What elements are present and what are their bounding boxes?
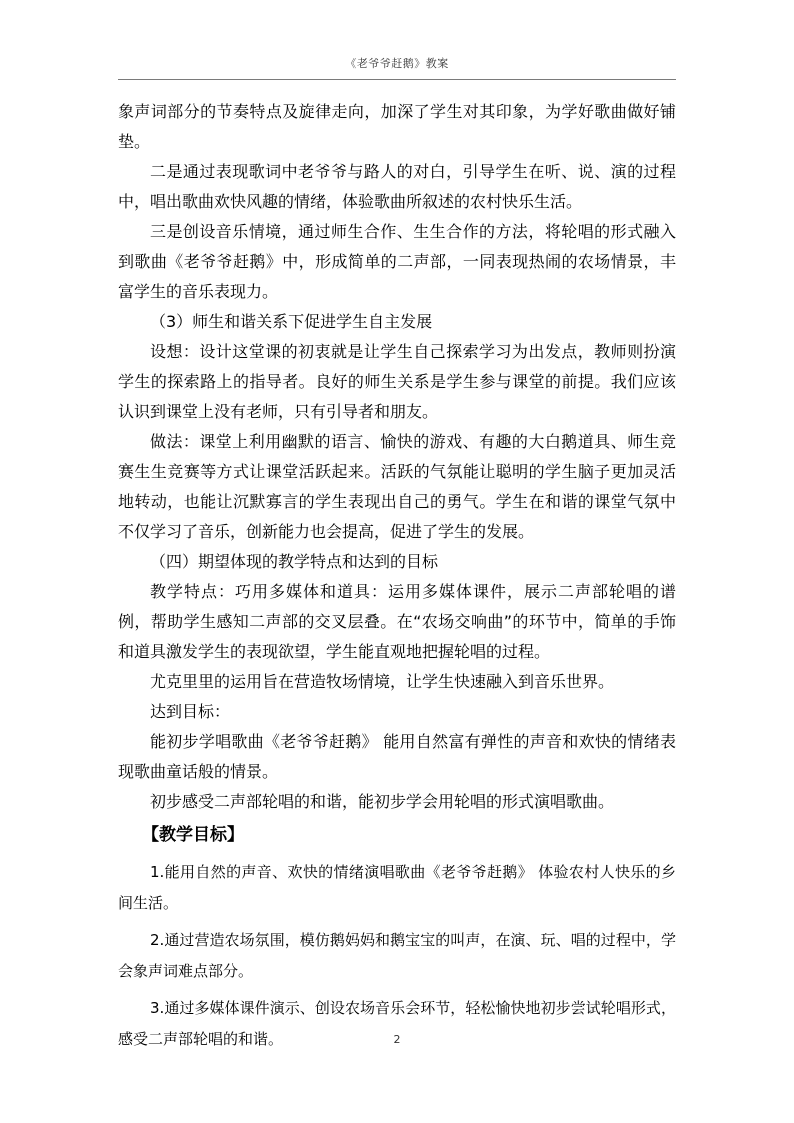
paragraph-method: 做法：课堂上利用幽默的语言、愉快的游戏、有趣的大白鹅道具、师生竞赛生生竞赛等方式让课堂活跃起来。活跃的气氛能让聪明的学生脑子更加灵活地转动，也能让沉默寡言的学生表现出自己的勇气。学生在和谐的课堂气氛中不仅学习了音乐，创新能力也会提高，促进了学生的发展。 <box>118 432 676 541</box>
document-header: 《老爷爷赶鹅》教案 <box>345 57 449 70</box>
paragraph-target-round: 初步感受二声部轮唱的和谐，能初步学会用轮唱的形式演唱歌曲。 <box>150 792 615 811</box>
paragraph-onomatopoeia: 象声词部分的节奏特点及旋律走向，加深了学生对其印象，为学好歌曲做好铺垫。 <box>118 102 676 151</box>
subheading-teacher-student: （3）师生和谐关系下促进学生自主发展 <box>150 312 433 331</box>
paragraph-ukulele: 尤克里里的运用旨在营造牧场情境，让学生快速融入到音乐世界。 <box>150 672 615 691</box>
label-targets: 达到目标： <box>150 702 231 721</box>
page-number: 2 <box>393 1033 401 1046</box>
paragraph-idea: 设想：设计这堂课的初衷就是让学生自己探索学习为出发点，教师则扮演学生的探索路上的指导者。良好的师生关系是学生参与课堂的前提。我们应该认识到课堂上没有老师，只有引导者和朋友。 <box>118 342 676 421</box>
goal-item-2: 2.通过营造农场氛围，模仿鹅妈妈和鹅宝宝的叫声，在演、玩、唱的过程中，学会象声词难点部分。 <box>118 931 676 980</box>
subheading-goals-features: （四）期望体现的教学特点和达到的目标 <box>150 552 439 571</box>
goal-item-3: 3.通过多媒体课件演示、创设农场音乐会环节，轻松愉快地初步尝试轮唱形式，感受二声部轮唱的和谐。 <box>118 999 676 1048</box>
section-heading-teaching-goals: 【教学目标】 <box>142 825 244 845</box>
paragraph-target-singing: 能初步学唱歌曲《老爷爷赶鹅》 能用自然富有弹性的声音和欢快的情绪表现歌曲童话般的情景。 <box>118 732 676 781</box>
paragraph-music-scene: 三是创设音乐情境，通过师生合作、生生合作的方法，将轮唱的形式融入到歌曲《老爷爷赶鹅》中，形成简单的二声部，一同表现热闹的农场情景，丰富学生的音乐表现力。 <box>118 222 676 301</box>
goal-item-1: 1.能用自然的声音、欢快的情绪演唱歌曲《老爷爷赶鹅》 体验农村人快乐的乡间生活。 <box>118 863 676 912</box>
paragraph-dialogue: 二是通过表现歌词中老爷爷与路人的对白，引导学生在听、说、演的过程中，唱出歌曲欢快风趣的情绪，体验歌曲所叙述的农村快乐生活。 <box>118 162 676 211</box>
document-body <box>118 97 676 1055</box>
paragraph-teaching-features: 教学特点：巧用多媒体和道具：运用多媒体课件，展示二声部轮唱的谱例，帮助学生感知二声部的交叉层叠。在“农场交响曲”的环节中，简单的手饰和道具激发学生的表现欲望，学生能直观地把握轮唱的过程。 <box>118 582 676 661</box>
header-rule <box>118 79 676 80</box>
